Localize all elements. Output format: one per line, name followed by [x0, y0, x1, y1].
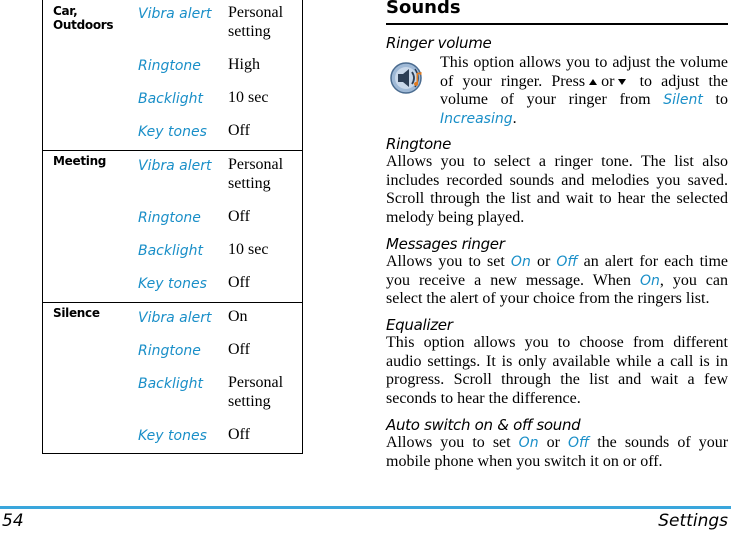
setting-value: Off — [228, 274, 250, 291]
setting-value: Off — [228, 122, 250, 139]
setting-value: Personal setting — [228, 4, 284, 40]
footer-rule — [0, 506, 731, 509]
heading-messages-ringer: Messages ringer — [386, 235, 505, 253]
section-name: Settings — [658, 511, 728, 531]
profile-name: Car, Outdoors — [53, 4, 114, 32]
setting-value: Off — [228, 426, 250, 443]
profile-name: Meeting — [53, 154, 107, 168]
profile-silence — [43, 302, 302, 453]
setting-value: 10 sec — [228, 89, 269, 106]
setting-value: 10 sec — [228, 241, 269, 258]
equalizer-text: This option allows you to choose from different audio settings. It is only available while a call is in progress. Scroll through the list and wait a few seconds to hear the difference. — [386, 334, 728, 407]
arrow-down-icon — [618, 79, 626, 85]
setting-value: Personal setting — [228, 374, 284, 410]
setting-label: Backlight — [138, 91, 204, 107]
page-number: 54 — [2, 511, 24, 531]
setting-label: Ringtone — [138, 343, 201, 359]
auto-switch-text: Allows you to set On or Off the sounds of your mobile phone when you switch it on or off. — [386, 434, 729, 470]
setting-label: Vibra alert — [138, 158, 212, 174]
messages-ringer-text: Allows you to set On or Off an alert for each time you receive a new message. When On, you can select the alert of your choice from the ringers list. — [386, 253, 729, 307]
setting-value: Personal setting — [228, 156, 284, 192]
heading-ringer-volume: Ringer volume — [386, 34, 492, 52]
setting-value: High — [228, 56, 260, 73]
profile-name: Silence — [53, 306, 100, 320]
heading-auto-switch: Auto switch on & off sound — [386, 416, 581, 434]
setting-label: Vibra alert — [138, 310, 212, 326]
profile-meeting — [43, 150, 302, 302]
heading-ringtone: Ringtone — [386, 135, 452, 153]
profiles-table — [42, 0, 303, 454]
setting-label: Key tones — [138, 276, 207, 292]
title-rule — [386, 23, 728, 25]
setting-label: Ringtone — [138, 210, 201, 226]
arrow-up-icon — [589, 79, 597, 85]
section-title: Sounds — [386, 0, 461, 18]
speaker-volume-icon — [390, 60, 426, 96]
ringer-volume-text: This option allows you to adjust the volume of your ringer. Press or to adjust the volume of your ringer from Silent to Increasing. — [440, 54, 729, 127]
profile-car-outdoors — [43, 0, 302, 150]
setting-label: Vibra alert — [138, 6, 212, 22]
setting-label: Key tones — [138, 428, 207, 444]
setting-label: Ringtone — [138, 58, 201, 74]
setting-label: Key tones — [138, 124, 207, 140]
setting-value: On — [228, 308, 248, 325]
setting-label: Backlight — [138, 243, 204, 259]
setting-value: Off — [228, 208, 250, 225]
setting-label: Backlight — [138, 376, 204, 392]
ringtone-text: Allows you to select a ringer tone. The list also includes recorded sounds and melodies you saved. Scroll through the list and wait to hear the selected melody being played. — [386, 153, 728, 226]
setting-value: Off — [228, 341, 250, 358]
heading-equalizer: Equalizer — [386, 316, 453, 334]
